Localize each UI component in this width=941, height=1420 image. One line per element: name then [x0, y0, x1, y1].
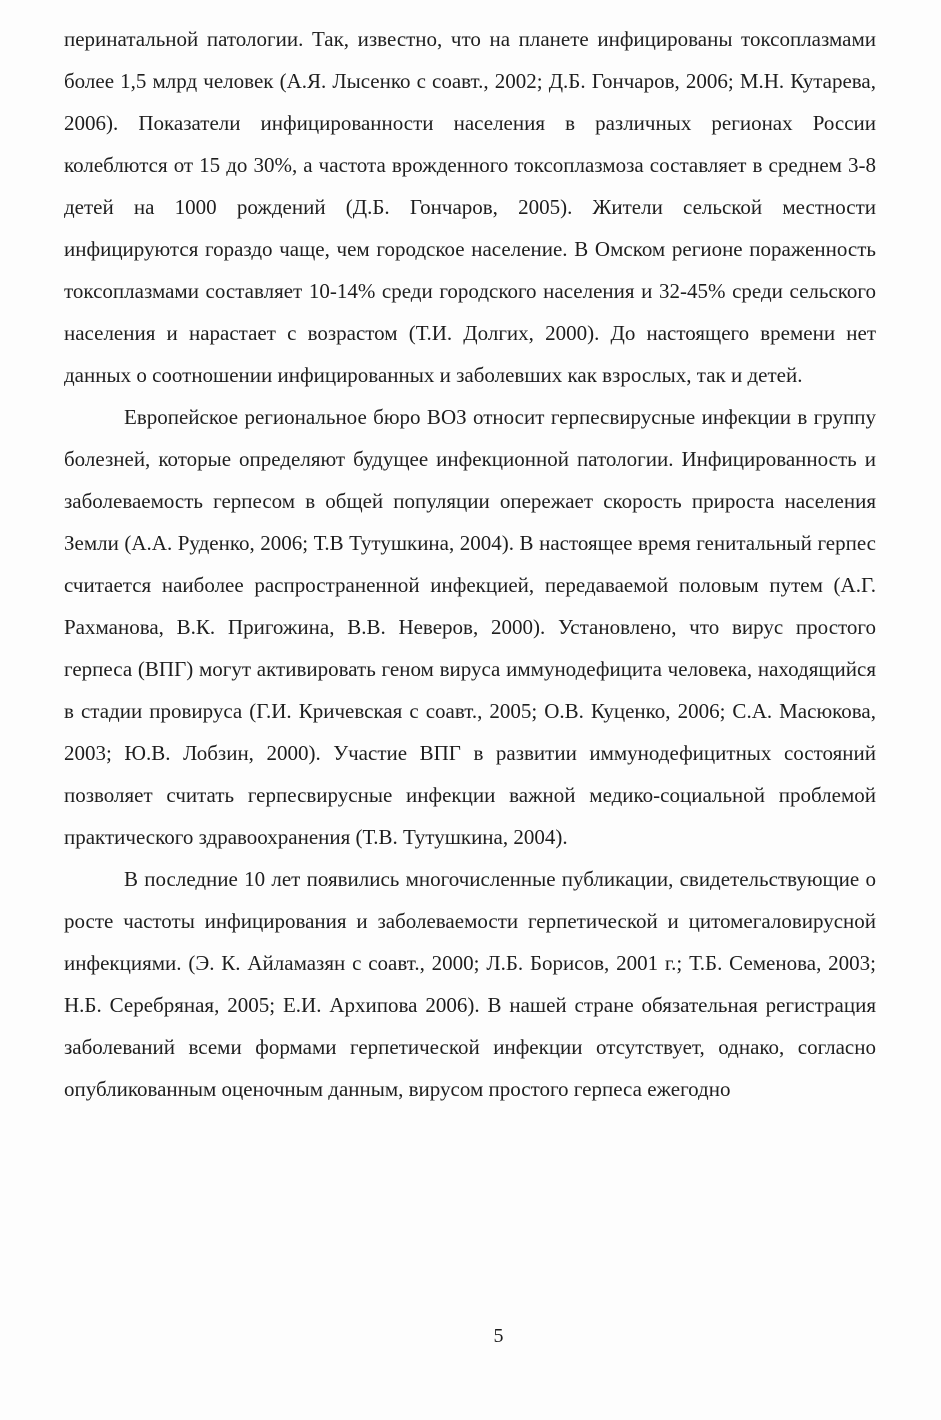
paragraph-3: В последние 10 лет появились многочисленные публикации, свидетельствующие о росте частоты инфицирования и заболеваемости герпетической и цитомегаловирусной инфекциями. (Э. К. Айламазян с соавт., 2000; Л.Б. Борисов, 2001 г.; Т.Б. Семенова, 2003; Н.Б. Серебряная, 2005; Е.И. Архипова 2006). В нашей стране обязательная регистрация заболеваний всеми формами герпетической инфекции отсутствует, однако, согласно опубликованным оценочным данным, вирусом простого герпеса ежегодно	[64, 867, 876, 1101]
body-text	[64, 18, 876, 1110]
paragraph-1: перинатальной патологии. Так, известно, что на планете инфицированы токсоплазмами более 1,5 млрд человек (А.Я. Лысенко с соавт., 2002; Д.Б. Гончаров, 2006; М.Н. Кутарева, 2006). Показатели инфицированности населения в различных регионах России колеблются от 15 до 30%, а частота врожденного токсоплазмоза составляет в среднем 3-8 детей на 1000 рождений (Д.Б. Гончаров, 2005). Жители сельской местности инфицируются гораздо чаще, чем городское население. В Омском регионе пораженность токсоплазмами составляет 10-14% среди городского населения и 32-45% среди сельского населения и нарастает с возрастом (Т.И. Долгих, 2000). До настоящего времени нет данных о соотношении инфицированных и заболевших как взрослых, так и детей.	[64, 27, 876, 387]
paragraph-2: Европейское региональное бюро ВОЗ относит герпесвирусные инфекции в группу болезней, которые определяют будущее инфекционной патологии. Инфицированность и заболеваемость герпесом в общей популяции опережает скорость прироста населения Земли (А.А. Руденко, 2006; Т.В Тутушкина, 2004). В настоящее время генитальный герпес считается наиболее распространенной инфекцией, передаваемой половым путем (А.Г. Рахманова, В.К. Пригожина, В.В. Неверов, 2000). Установлено, что вирус простого герпеса (ВПГ) могут активировать геном вируса иммунодефицита человека, находящийся в стадии провируса (Г.И. Кричевская с соавт., 2005; О.В. Куценко, 2006; С.А. Масюкова, 2003; Ю.В. Лобзин, 2000). Участие ВПГ в развитии иммунодефицитных состояний позволяет считать герпесвирусные инфекции важной медико-социальной проблемой практического здравоохранения (Т.В. Тутушкина, 2004).	[64, 405, 876, 849]
page-number: 5	[493, 1325, 504, 1347]
